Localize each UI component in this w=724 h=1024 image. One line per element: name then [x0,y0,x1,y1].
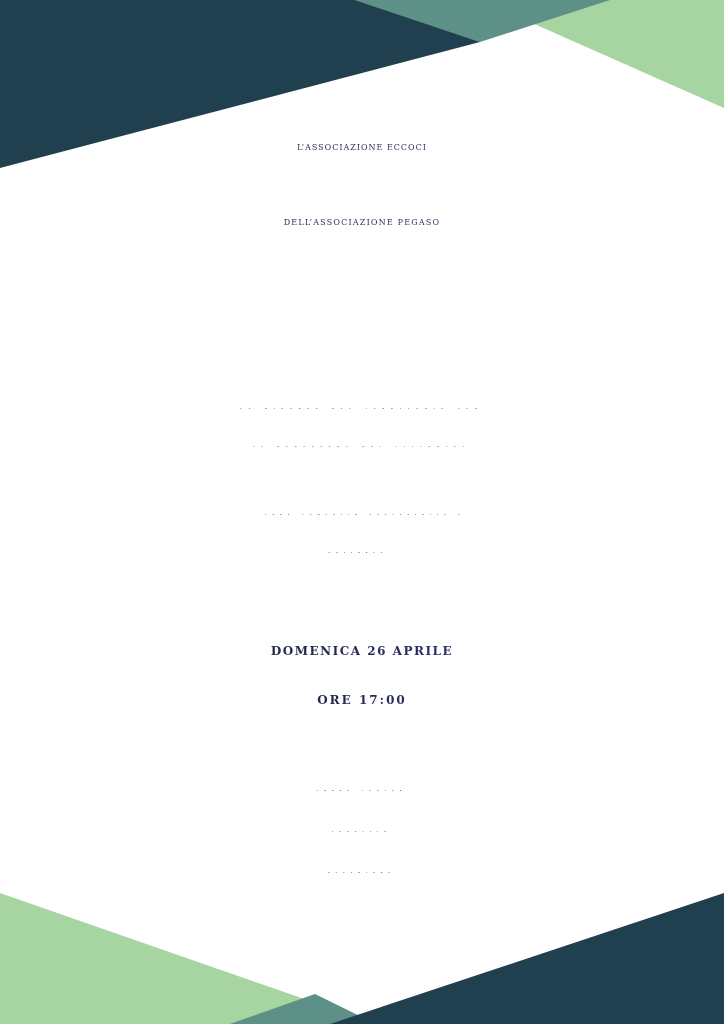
venue-line-1: URBAN CENTER [0,790,724,792]
venue-line-2: VENETICO [0,831,724,833]
organizer-name: L’ASSOCIAZIONE ECCOCI [0,143,724,152]
project-name-line-2: SOLIDALE” [0,552,724,554]
event-time: ORE 17:00 [0,693,724,707]
partner-name: DELL’ASSOCIAZIONE PEGASO [0,218,724,227]
event-title-line-2: IL BENESSERE DEI CITTADINI [0,446,724,448]
venue-line-3: SUPERIORE [0,872,724,874]
event-date: DOMENICA 26 APRILE [0,644,724,658]
bottom-right-dark-shape [330,893,724,1024]
event-title-line-1: LE RISORSE DEL TERRITORIO PER [0,408,724,410]
project-name-line-1: “FARE COMUNITÀ SOSTENIBILE E [0,514,724,516]
